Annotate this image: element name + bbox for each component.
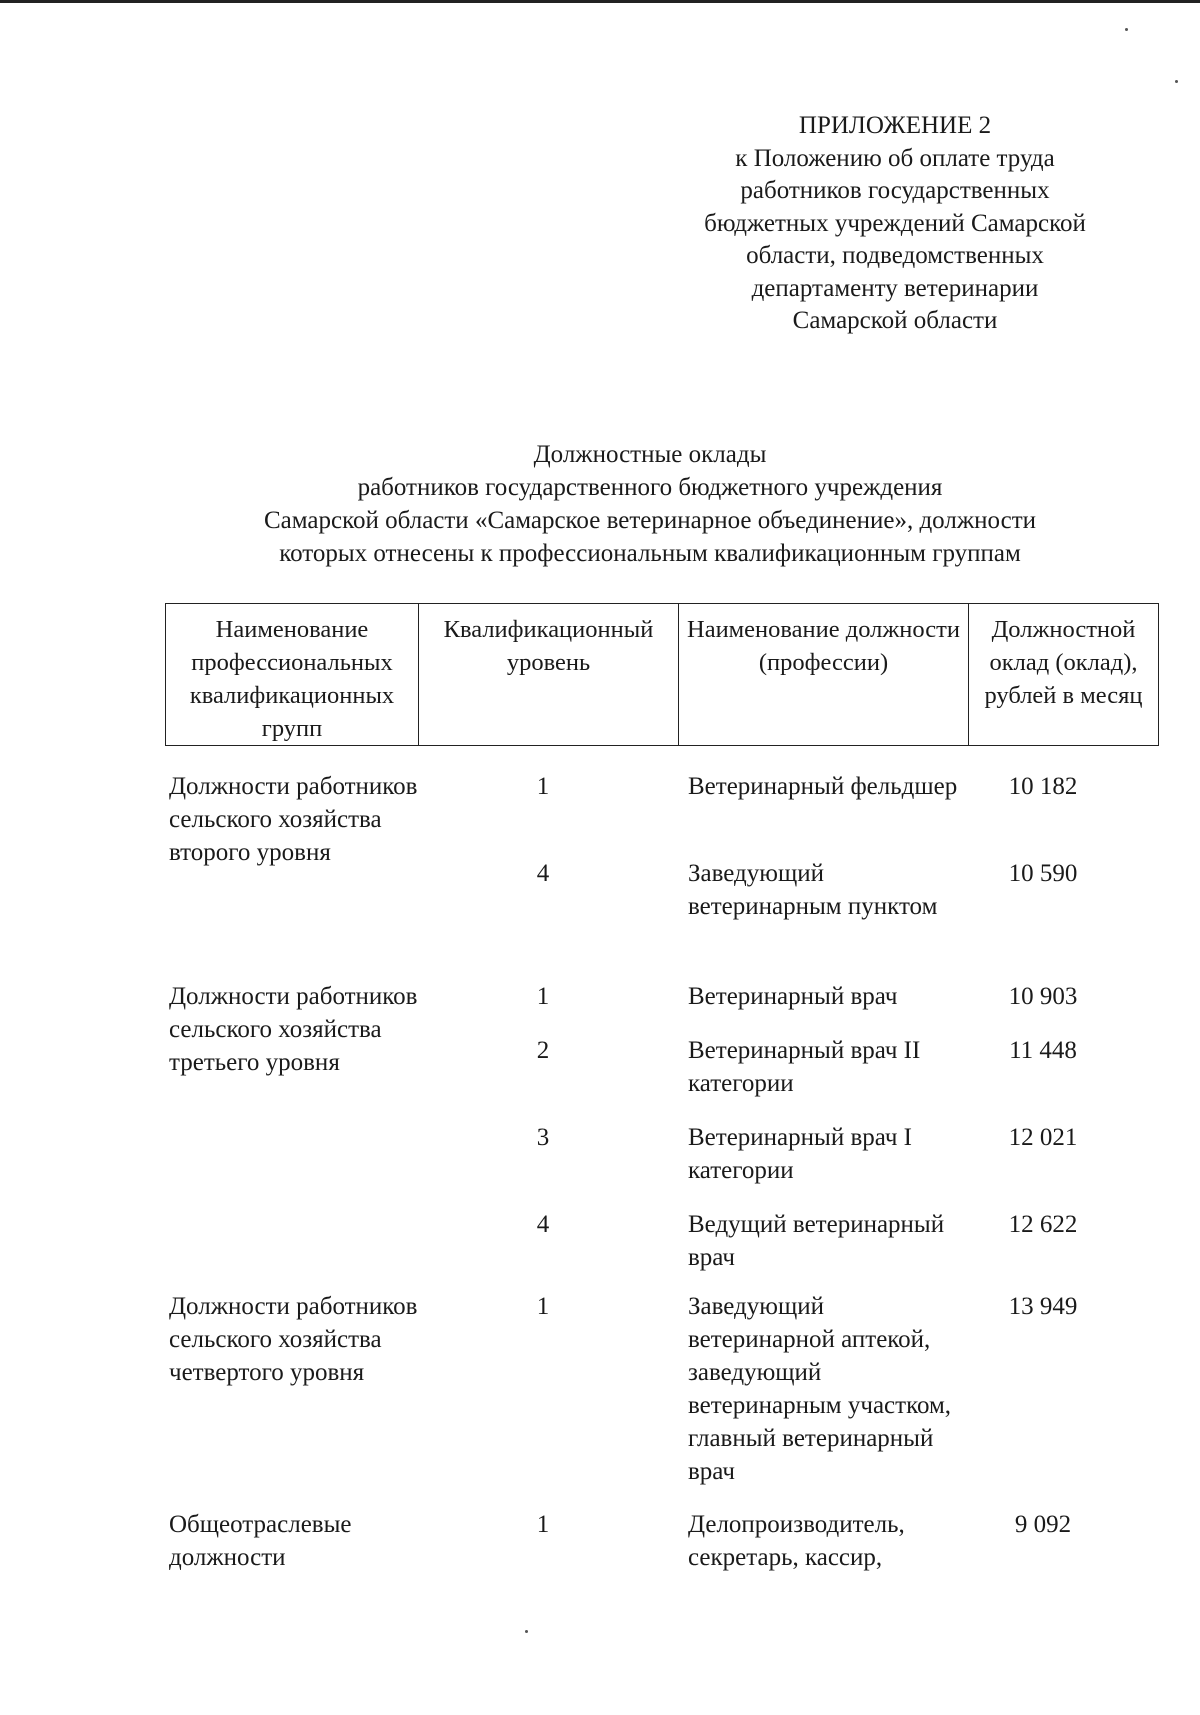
salary-cell: 13 949 xyxy=(1008,1293,1078,1320)
appendix-header xyxy=(640,110,1150,338)
position-cell: Делопроизводитель, секретарь, кассир, xyxy=(688,1511,905,1571)
appendix-line: ПРИЛОЖЕНИЕ 2 xyxy=(798,112,992,139)
salary-table-header xyxy=(165,603,1159,746)
title-line: работников государственного бюджетного учреждения xyxy=(357,474,943,501)
salary-table-body xyxy=(165,770,1165,1574)
table-group xyxy=(165,1290,1165,1508)
position-cell: Ведущий ветеринарный врач xyxy=(688,1211,945,1271)
table-row xyxy=(165,1208,1165,1274)
scan-speck xyxy=(1125,28,1128,31)
title-line: Должностные оклады xyxy=(533,441,767,468)
salary-cell: 12 021 xyxy=(1008,1124,1078,1151)
group-name: Должности работников сельского хозяйства второго уровня xyxy=(169,773,418,866)
appendix-line: бюджетных учреждений Самарской xyxy=(704,209,1086,237)
level-cell: 1 xyxy=(536,773,550,800)
table-row xyxy=(165,1121,1165,1208)
salary-cell: 12 622 xyxy=(1008,1211,1078,1238)
salary-cell: 10 903 xyxy=(1008,983,1078,1010)
level-cell: 1 xyxy=(536,1293,550,1320)
level-cell: 1 xyxy=(536,1511,550,1538)
level-cell: 2 xyxy=(536,1037,550,1064)
salary-cell: 11 448 xyxy=(1009,1037,1077,1064)
appendix-line: области, подведомственных xyxy=(746,242,1044,269)
title-line: которых отнесены к профессиональным квалификационным группам xyxy=(279,540,1021,567)
header-position-name: Наименование должности (профессии) xyxy=(679,604,969,746)
position-cell: Заведующий ветеринарной аптекой, заведующий ветеринарным участком, главный ветеринарный врач xyxy=(688,1293,952,1485)
salary-cell: 10 590 xyxy=(1008,860,1078,887)
table-group xyxy=(165,770,1165,980)
group-name: Должности работников сельского хозяйства третьего уровня xyxy=(169,983,418,1076)
position-cell: Заведующий ветеринарным пунктом xyxy=(688,860,938,920)
position-cell: Ветеринарный врач xyxy=(688,983,898,1010)
scan-top-edge xyxy=(0,0,1200,3)
group-name: Должности работников сельского хозяйства четвертого уровня xyxy=(169,1293,418,1386)
header-group-name: Наименование профессиональных квалификационных групп xyxy=(166,604,419,746)
scan-speck xyxy=(1175,80,1178,83)
position-cell: Ветеринарный врач II категории xyxy=(688,1037,921,1097)
salary-cell: 10 182 xyxy=(1008,773,1078,800)
level-cell: 1 xyxy=(536,983,550,1010)
group-name: Общеотраслевые должности xyxy=(169,1511,352,1571)
position-cell: Ветеринарный врач I категории xyxy=(688,1124,912,1184)
header-salary: Должностной оклад (оклад), рублей в месяц xyxy=(969,604,1159,746)
level-cell: 4 xyxy=(536,1211,550,1238)
appendix-line: Самарской области xyxy=(792,307,998,334)
level-cell: 3 xyxy=(536,1124,550,1151)
header-qualification-level: Квалификационный уровень xyxy=(419,604,679,746)
appendix-line: к Положению об оплате труда xyxy=(735,144,1055,172)
title-line: Самарской области «Самарское ветеринарное объединение», должности xyxy=(264,507,1036,534)
table-group xyxy=(165,1508,1165,1574)
document-title xyxy=(150,438,1150,570)
scan-speck xyxy=(525,1630,528,1633)
appendix-line: департаменту ветеринарии xyxy=(751,274,1039,302)
appendix-line: работников государственных xyxy=(740,177,1050,204)
level-cell: 4 xyxy=(536,860,550,887)
salary-cell: 9 092 xyxy=(1014,1511,1072,1538)
position-cell: Ветеринарный фельдшер xyxy=(688,773,958,800)
table-group xyxy=(165,980,1165,1290)
